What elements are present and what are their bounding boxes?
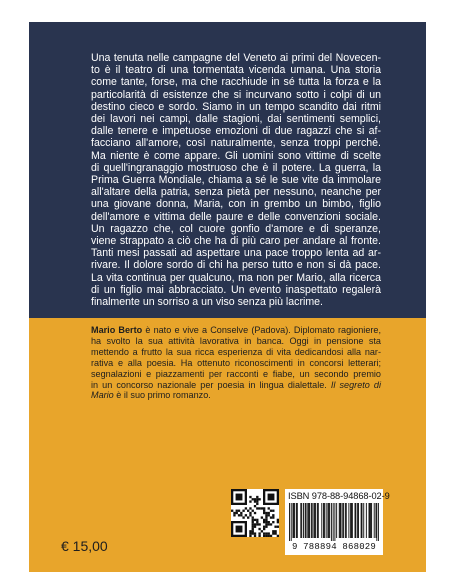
qr-module	[265, 512, 267, 514]
author-bio-line: ha svolto la sua attività lavorativa in banca. Oggi in pensione sta	[91, 335, 381, 346]
qr-finder	[236, 494, 243, 501]
barcode-bar	[308, 503, 309, 538]
barcode-bar	[374, 503, 375, 538]
isbn-label: ISBN 978-88-94868-02-9	[288, 491, 390, 501]
author-bio-closing: è il suo primo romanzo.	[113, 390, 211, 401]
barcode-bar	[326, 503, 327, 538]
blurb-line: di quell'ingranaggio mostruoso che è il potere. La guerra, la	[91, 161, 381, 174]
barcode-bar	[324, 503, 325, 538]
barcode-bar	[361, 503, 362, 538]
barcode-bar	[297, 503, 298, 538]
qr-module	[238, 514, 240, 516]
barcode-bar	[370, 503, 371, 538]
isbn-barcode	[285, 489, 390, 555]
qr-module	[258, 507, 260, 509]
blurb-line: viene strappato a ciò che ha di più caro per andare al fronte.	[91, 235, 381, 248]
author-bio-line: mettendo a frutto la sua ricca esperienza di vita dedicandosi alla nar-	[91, 346, 381, 357]
qr-module	[249, 512, 251, 514]
qr-module	[263, 519, 265, 521]
qr-module	[249, 496, 251, 498]
qr-module	[256, 503, 258, 505]
barcode-bar	[339, 503, 340, 538]
blurb-line: Tanti mesi passati ad aspettare una pace troppo lenta ad ar-	[91, 247, 381, 260]
blurb-line: finalmente un sorriso a un viso senza più lacrime.	[91, 296, 323, 309]
barcode-bar	[357, 503, 358, 538]
qr-module	[272, 521, 274, 523]
qr-module	[240, 514, 242, 516]
barcode-bar	[355, 503, 356, 538]
blurb-line: dei lavori nei campi, dalle stagioni, dai sentimenti semplici,	[91, 113, 381, 126]
blurb-line: all'altare della patria, senza pietà per nessuno, neanche per	[91, 186, 381, 199]
qr-module	[274, 530, 276, 532]
qr-module	[254, 505, 256, 507]
barcode-bar	[333, 503, 334, 541]
barcode-bar	[327, 503, 328, 538]
barcode-bar	[341, 503, 342, 538]
qr-module	[233, 512, 235, 514]
barcode-bar	[376, 503, 377, 538]
qr-module	[256, 523, 258, 525]
qr-module	[252, 516, 254, 518]
qr-module	[265, 526, 267, 528]
qr-module	[265, 514, 267, 516]
barcode-bar	[291, 503, 292, 541]
qr-module	[249, 507, 251, 509]
barcode-bar	[376, 503, 377, 541]
barcode-bar	[340, 503, 341, 538]
barcode-bar	[294, 503, 295, 538]
barcode-bar	[306, 503, 307, 538]
qr-module	[268, 532, 270, 534]
barcode-bar	[292, 503, 293, 538]
qr-module	[252, 519, 254, 521]
qr-module	[272, 516, 274, 518]
blurb-line: Una tenuta nelle campagne del Veneto ai primi del Novecen-	[91, 52, 381, 64]
qr-module	[249, 530, 251, 532]
qr-module	[274, 526, 276, 528]
qr-module	[254, 500, 256, 502]
barcode-bar	[371, 503, 372, 538]
qr-module	[236, 512, 238, 514]
qr-module	[268, 523, 270, 525]
qr-module	[265, 521, 267, 523]
barcode-bar	[305, 503, 306, 538]
blurb-line: di un figlio mai abbracciato. Un evento inaspettato regalerà	[91, 283, 381, 296]
barcode-bar	[329, 503, 330, 538]
author-bio-line-text: in un concorso nazionale per poesia in lingua dialettale.	[91, 379, 327, 390]
qr-module	[245, 507, 247, 509]
qr-module	[258, 528, 260, 530]
blurb-line: Ma niente è come appare. Gli uomini sono vittime di scelte	[91, 149, 381, 162]
author-bio-line: segnalazioni e piazzamenti per racconti e fiabe, un secondo premio	[91, 368, 381, 379]
author-name: Mario Berto	[91, 325, 143, 335]
barcode-bar	[355, 503, 356, 538]
qr-module	[268, 521, 270, 523]
qr-module	[252, 530, 254, 532]
barcode-bar	[321, 503, 322, 538]
blurb-line: facciano all'amore, così naturalmente, senza troppi perché.	[91, 137, 381, 150]
qr-module	[270, 535, 272, 537]
barcode-bar	[314, 503, 315, 538]
qr-module	[254, 523, 256, 525]
barcode-bar	[307, 503, 308, 538]
blurb-line: La vita continua per qualcuno, ma non per Mario, alla ricerca	[91, 271, 381, 284]
barcode-bar	[378, 503, 379, 541]
qr-module	[270, 523, 272, 525]
barcode-digits: 9 788894 868029	[291, 542, 376, 552]
book-title-part1: Il segreto di	[330, 379, 381, 390]
price-label: € 15,00	[61, 538, 108, 554]
qr-module	[258, 523, 260, 525]
blurb-line: destino cieco e sordo. Siamo in un tempo scandito dai ritmi	[91, 100, 381, 113]
blurb-text	[91, 52, 381, 308]
barcode-bar	[331, 503, 332, 541]
blurb-line: to è il teatro di una tormentata vicenda umana. Una storia	[91, 64, 381, 77]
barcode-bar	[343, 503, 344, 538]
qr-module	[256, 500, 258, 502]
book-back-cover	[29, 22, 426, 572]
barcode-bar	[345, 503, 346, 538]
qr-module	[236, 510, 238, 512]
barcode-graphic	[289, 503, 379, 541]
qr-module	[263, 535, 265, 537]
qr-module	[261, 507, 263, 509]
qr-code	[231, 489, 279, 537]
qr-module	[249, 514, 251, 516]
qr-module	[272, 514, 274, 516]
qr-module	[270, 516, 272, 518]
qr-module	[258, 535, 260, 537]
barcode-bar	[328, 503, 329, 538]
barcode-bar	[334, 503, 335, 541]
qr-module	[245, 514, 247, 516]
barcode-bar	[342, 503, 343, 538]
qr-module	[252, 498, 254, 500]
qr-module	[249, 535, 251, 537]
qr-module	[249, 532, 251, 534]
barcode-bar	[300, 503, 301, 538]
blurb-line: come tante, forse, ma che racchiude in sé tutta la forza e la	[91, 76, 381, 89]
qr-module	[231, 510, 233, 512]
qr-module	[277, 519, 279, 521]
qr-module	[252, 528, 254, 530]
barcode-bar	[317, 503, 318, 538]
barcode-bar	[309, 503, 310, 538]
qr-module	[256, 498, 258, 500]
barcode-bar	[296, 503, 297, 538]
qr-module	[256, 521, 258, 523]
qr-module	[261, 516, 263, 518]
qr-module	[258, 498, 260, 500]
qr-module	[247, 510, 249, 512]
qr-module	[247, 516, 249, 518]
qr-module	[252, 523, 254, 525]
barcode-bar	[312, 503, 313, 538]
qr-module	[268, 512, 270, 514]
qr-module	[263, 521, 265, 523]
qr-module	[233, 514, 235, 516]
qr-module	[265, 519, 267, 521]
qr-module	[256, 507, 258, 509]
blurb-line: particolarità di esistenze che si incurvano sotto i colpi di un	[91, 88, 381, 101]
qr-module	[254, 535, 256, 537]
qr-module	[277, 521, 279, 523]
barcode-bar	[313, 503, 314, 538]
qr-finder	[236, 526, 243, 533]
qr-module	[254, 532, 256, 534]
qr-module	[270, 510, 272, 512]
barcode-bar	[362, 503, 363, 538]
qr-module	[254, 526, 256, 528]
qr-module	[261, 530, 263, 532]
barcode-bar	[369, 503, 370, 538]
barcode-bar	[369, 503, 370, 538]
qr-module	[265, 532, 267, 534]
qr-module	[252, 510, 254, 512]
blurb-line: dell'amore e vittima delle paure e delle convenzioni sociale.	[91, 210, 381, 223]
qr-module	[252, 532, 254, 534]
qr-module	[254, 498, 256, 500]
qr-module	[256, 496, 258, 498]
qr-module	[256, 519, 258, 521]
barcode-bar	[318, 503, 319, 538]
barcode-bar	[351, 503, 352, 538]
barcode-bar	[303, 503, 304, 538]
blurb-line: Un ragazzo che, col cuore gonfio d'amore e di speranze,	[91, 222, 381, 235]
barcode-bar	[358, 503, 359, 538]
barcode-bar	[323, 503, 324, 538]
qr-module	[263, 510, 265, 512]
author-bio	[91, 325, 381, 401]
barcode-bar	[293, 503, 294, 538]
blurb-line: dalle tenere e impetuose emozioni di due ragazzi che si af-	[91, 125, 381, 138]
blurb-line: rivare. Il dolore sordo di chi ha perso tutto e non si dà pace.	[91, 259, 381, 272]
qr-module	[268, 507, 270, 509]
barcode-bar	[301, 503, 302, 538]
qr-module	[254, 512, 256, 514]
barcode-bar	[311, 503, 312, 538]
author-bio-line	[91, 380, 381, 391]
qr-module	[258, 532, 260, 534]
qr-module	[252, 521, 254, 523]
qr-finder	[268, 494, 275, 501]
qr-module	[265, 516, 267, 518]
qr-module	[254, 519, 256, 521]
qr-module	[249, 500, 251, 502]
qr-module	[268, 535, 270, 537]
author-bio-first-line	[91, 325, 381, 336]
qr-module	[274, 532, 276, 534]
qr-module	[240, 512, 242, 514]
qr-module	[263, 528, 265, 530]
barcode-bar	[336, 503, 337, 538]
blurb-line: Prima Guerra Mondiale, chiama a sé le sue vite da immolare	[91, 174, 381, 187]
barcode-bar	[350, 503, 351, 538]
qr-module	[242, 516, 244, 518]
blurb-line: una giovane donna, Maria, con in grembo un bimbo, figlio	[91, 198, 381, 211]
author-bio-last-line	[91, 390, 381, 401]
qr-module	[263, 507, 265, 509]
qr-module	[277, 535, 279, 537]
barcode-bar	[366, 503, 367, 538]
qr-module	[268, 514, 270, 516]
qr-module	[272, 510, 274, 512]
qr-module	[263, 512, 265, 514]
barcode-bar	[348, 503, 349, 538]
qr-module	[272, 530, 274, 532]
barcode-bar	[289, 503, 290, 541]
barcode-bar	[346, 503, 347, 538]
qr-module	[263, 526, 265, 528]
barcode-bar	[352, 503, 353, 538]
barcode-bar	[315, 503, 316, 538]
author-bio-first-line-rest: è nato e vive a Conselve (Padova). Diplomato ragioniere,	[142, 325, 381, 335]
qr-module	[277, 526, 279, 528]
author-bio-line: rativa e alla poesia. Ha ottenuto riconoscimenti in concorsi letterari;	[91, 357, 381, 368]
qr-module	[242, 510, 244, 512]
barcode-bar	[363, 503, 364, 538]
qr-module	[263, 532, 265, 534]
qr-module	[252, 526, 254, 528]
qr-code-graphic	[231, 489, 279, 537]
book-title-part2: Mario	[91, 390, 114, 401]
qr-module	[272, 532, 274, 534]
qr-module	[238, 510, 240, 512]
blurb-panel	[29, 22, 426, 318]
qr-module	[265, 523, 267, 525]
qr-module	[265, 535, 267, 537]
